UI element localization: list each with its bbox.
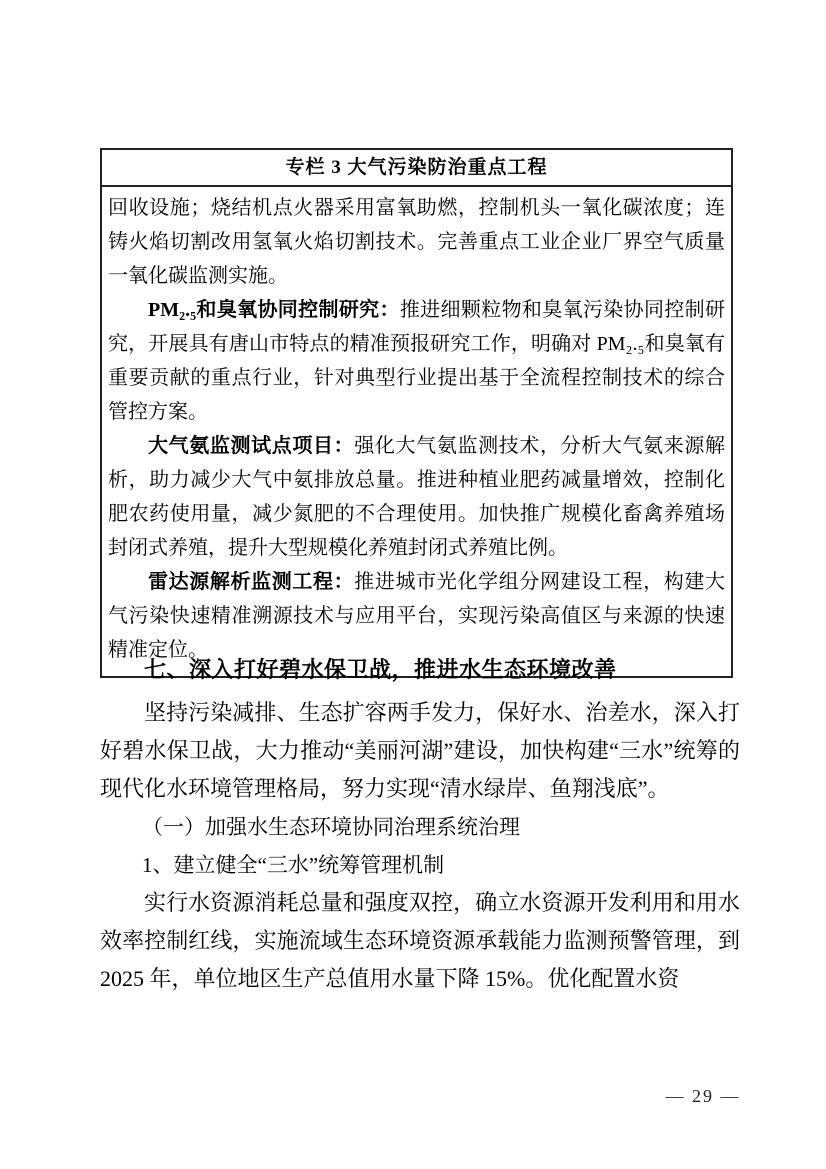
- paragraph-lead: 大气氨监测试点项目：: [148, 435, 355, 457]
- paragraph: 实行水资源消耗总量和强度双控，确立水资源开发利用和用水效率控制红线，实施流域生态环境资源承载能力监测预警管理，到 2025 年，单位地区生产总值用水量下降 15%。优化配置水资: [100, 890, 740, 991]
- section-heading: 七、深入打好碧水保卫战，推进水生态环境改善: [144, 657, 617, 682]
- box-paragraph-text: 推进城市光化学组分网建设工程，构建大气污染快速精准溯源技术与应用平台，实现污染高值区与来源的快速精准定位。: [108, 571, 726, 661]
- box-paragraph-text: 推进细颗粒物和臭氧污染协同控制研究，开展具有唐山市特点的精准预报研究工作，明确对 PM₂.₅和臭氧有重要贡献的重点行业，针对典型行业提出基于全流程控制技术的综合管控方案。: [108, 299, 725, 423]
- paragraph: 坚持污染减排、生态扩容两手发力，保好水、治差水，深入打好碧水保卫战，大力推动“美丽河湖”建设，加快构建“三水”统筹的现代化水环境管理格局，努力实现“清水绿岸、鱼翔浅底”。: [100, 700, 740, 801]
- box-paragraph-text: 回收设施；烧结机点火器采用富氧助燃，控制机头一氧化碳浓度；连铸火焰切割改用氢氧火焰切割技术。完善重点工业企业厂界空气质量一氧化碳监测实施。: [108, 197, 725, 287]
- box-paragraph-continuation: [108, 191, 725, 293]
- paragraph-lead: 雷达源解析监测工程：: [148, 571, 355, 593]
- box-paragraph-ammonia: [108, 429, 725, 565]
- subsection-heading: （一）加强水生态环境协同治理系统治理: [142, 815, 520, 839]
- box-paragraph-pm25: [108, 293, 725, 429]
- page-number: — 29 —: [665, 1086, 741, 1106]
- paragraph-lead: PM₂.₅和臭氧协同控制研究：: [148, 299, 400, 321]
- feature-box: [100, 148, 733, 678]
- feature-box-body: [102, 187, 731, 676]
- numbered-heading: 1、建立健全“三水”统筹管理机制: [142, 853, 445, 877]
- box-paragraph-text: 强化大气氨监测技术，分析大气氨来源解析，助力减少大气中氨排放总量。推进种植业肥药减量增效，控制化肥农药使用量，减少氮肥的不合理使用。加快推广规模化畜禽养殖场封闭式养殖，提升大型规模化养殖封闭式养殖比例。: [108, 435, 726, 559]
- feature-box-title: 专栏 3 大气污染防治重点工程: [102, 150, 731, 187]
- main-content: [100, 650, 740, 998]
